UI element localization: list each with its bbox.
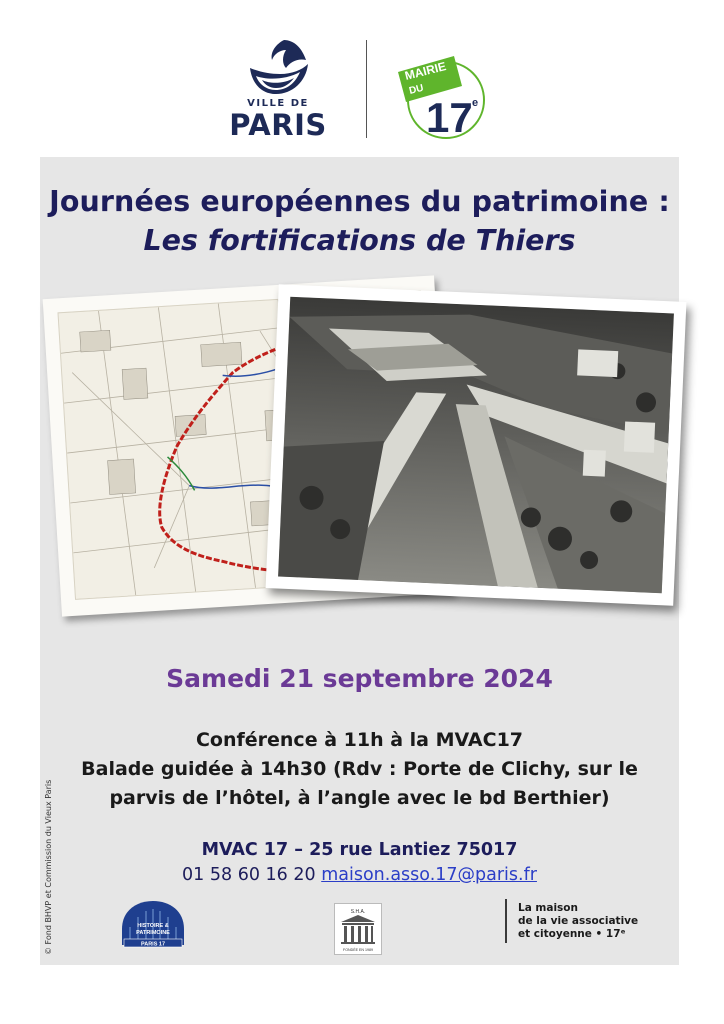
walk-info-line2: parvis de l’hôtel, à l’angle avec le bd Berthier) [109, 787, 610, 809]
aerial-photo-card [266, 284, 687, 606]
mva-line3: et citoyenne • 17ᵉ [518, 928, 626, 940]
hp-line1: HISTOIRE & [137, 923, 169, 929]
image-credit: © Fond BHVP et Commission du Vieux Paris [44, 779, 53, 955]
du-label: DU [408, 82, 425, 97]
poster-panel [40, 157, 679, 965]
aerial-photo-image [278, 297, 674, 593]
arrondissement-number: 17 [426, 94, 473, 141]
mva-line1: La maison [518, 902, 578, 914]
ville-de-paris-logo [226, 38, 330, 140]
event-date: Samedi 21 septembre 2024 [166, 664, 553, 693]
phone-number: 01 58 60 16 20 [182, 865, 316, 885]
paris-label: PARIS [229, 108, 327, 142]
hp-line3: PARIS 17 [140, 941, 166, 948]
conference-info: Conférence à 11h à la MVAC17 [195, 729, 524, 751]
histoire-patrimoine-logo [118, 899, 188, 949]
page-title: Journées européennes du patrimoine : [49, 185, 670, 218]
venue-address: MVAC 17 – 25 rue Lantiez 75017 [201, 840, 518, 860]
mva-line2: de la vie associative [518, 915, 639, 927]
sha-logo [334, 903, 382, 955]
mva-divider [505, 899, 507, 943]
walk-info-line1: Balade guidée à 14h30 (Rdv : Porte de Clichy, sur le [81, 758, 638, 780]
arrondissement-suffix: e [472, 97, 479, 109]
paris-ship-icon [246, 38, 310, 96]
contact-line [40, 865, 679, 885]
sha-bottom: FONDÉE EN 1989 [343, 948, 373, 952]
header-divider [366, 40, 367, 138]
header [0, 0, 724, 155]
email-link[interactable]: maison.asso.17@paris.fr [321, 865, 537, 885]
maison-vie-associative-logo [518, 902, 668, 941]
mairie-label: MAIRIE [403, 59, 448, 83]
page-subtitle: Les fortifications de Thiers [143, 224, 576, 257]
sha-top: S.H.A. [350, 909, 366, 915]
hp-line2: PATRIMOINE [136, 930, 170, 936]
ville-de-label: VILLE DE [247, 98, 309, 109]
mairie-du-17e-logo [396, 50, 488, 142]
